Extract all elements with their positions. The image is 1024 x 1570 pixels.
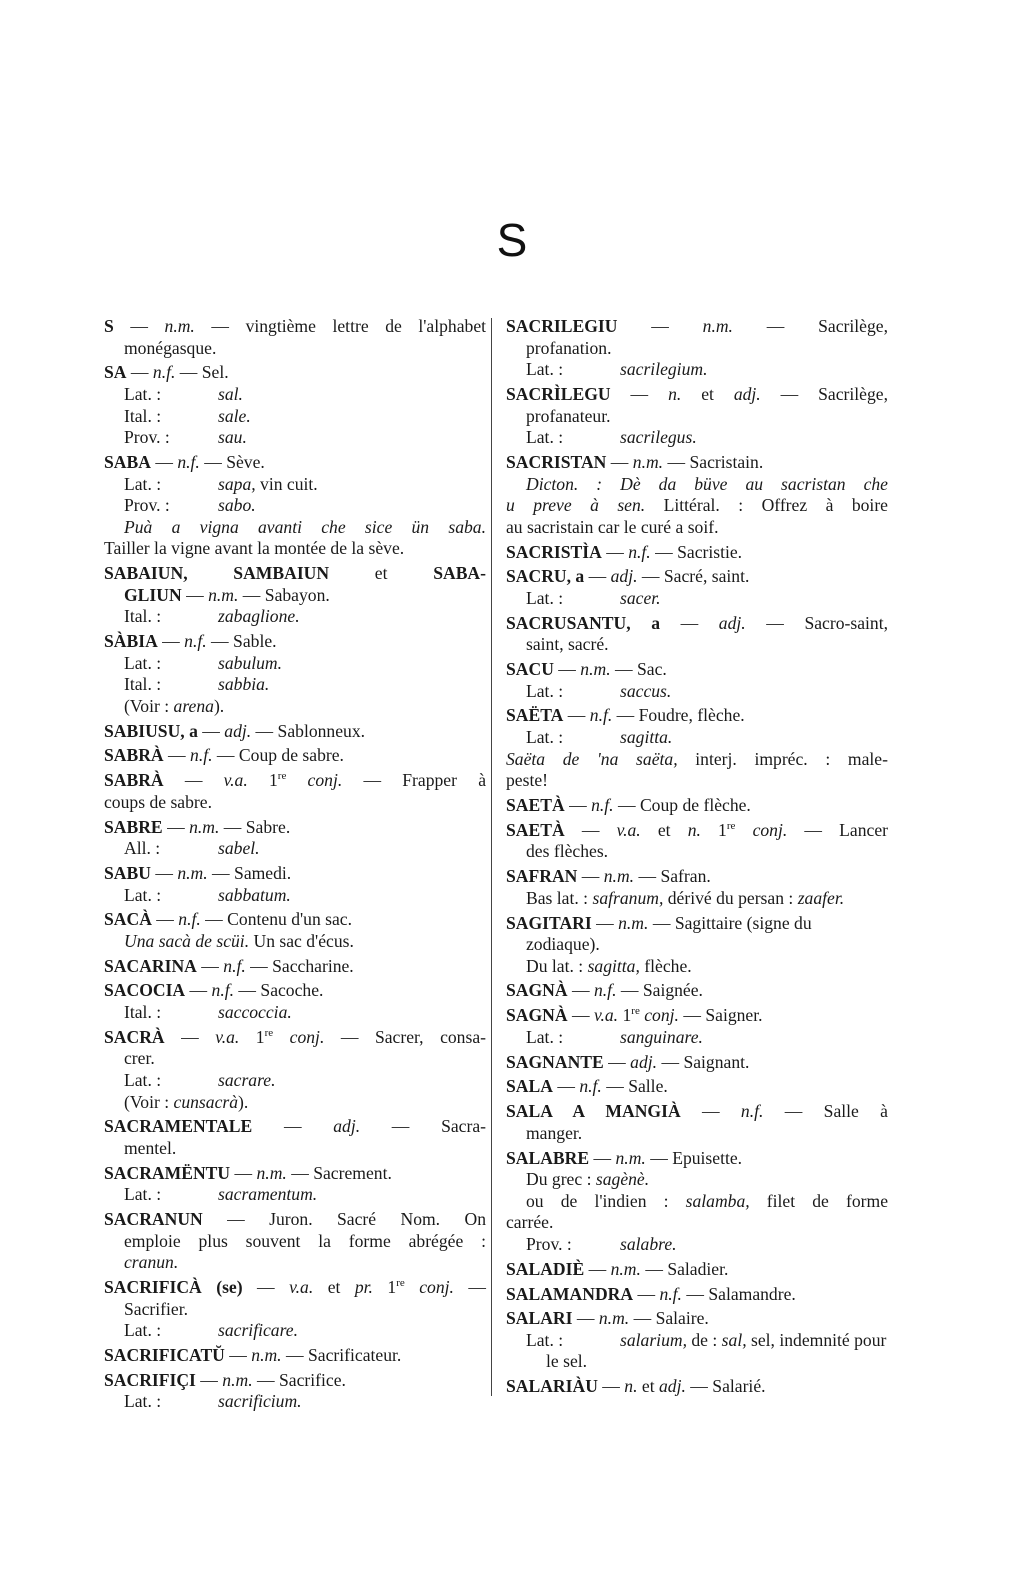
entry-line: SABAIUN, SAMBAIUN et SABA- [104,563,486,584]
headword: SA [104,362,127,383]
entry-line: SALAMANDRA — n.f. — Salamandre. [506,1283,796,1304]
dictionary-entry [506,1005,888,1048]
headword: GLIUN [124,584,182,605]
entry-line: SAGNANTE — adj. — Saignant. [506,1051,750,1072]
entry-line: SACÀ — n.f. — Contenu d'un sac. [104,909,353,930]
entry-line: SAGITARI — n.m. — Sagittaire (signe du zodiaque). [506,912,812,955]
entry-line: SAGNÀ — v.a. 1re conj. — Saigner. [506,1005,763,1026]
headword: SABRE [104,816,163,837]
headword: SALA A MANGIÀ [506,1101,681,1122]
headword: SACARINA [104,955,197,976]
headword: SAGITARI [506,912,592,933]
entry-line: SA — n.f. — Sel. [104,362,229,383]
entry-line: profanateur. [526,405,611,426]
entry-line: u preve à sen. Littéral. : Offrez à boire [506,495,888,516]
entry-line: Lat. : sacrare. [124,1070,276,1091]
dictionary-entry [506,1259,888,1281]
headword: SACÀ [104,909,152,930]
entry-line: SACRU, a — adj. — Sacré, saint. [506,566,750,587]
headword: SACOCIA [104,980,186,1001]
entry-line: SACRIFICÀ (se) — v.a. et pr. 1re conj. — [104,1277,486,1298]
headword: SACRAMËNTU [104,1162,231,1183]
entry-line: SALARIÀU — n. et adj. — Salarié. [506,1376,766,1397]
entry-line: Lat. : salarium, de : sal, sel, indemnité pour le sel. [526,1329,887,1372]
entry-line: Lat. : sacrificare. [124,1320,298,1341]
entry-line: Prov. : sabo. [124,495,256,516]
dictionary-entry [104,1345,486,1367]
entry-line: Ital. : sabbia. [124,674,270,695]
entry-line: SACRAMENTALE — adj. — Sacra- [104,1116,486,1137]
entry-line: SALADIÈ — n.m. — Saladier. [506,1258,729,1279]
entry-line: peste! [506,770,549,791]
headword: SABIUSU, a [104,720,198,741]
dictionary-entry [104,362,486,448]
headword: SACRÌLEGU [506,383,611,404]
entry-line: emploie plus souvent la forme abrégée : [124,1230,486,1251]
headword: SALA [506,1076,553,1097]
entry-line: SAFRAN — n.m. — Safran. [506,866,711,887]
dictionary-entry [104,745,486,767]
dictionary-entry [104,956,486,978]
entry-line: Prov. : sau. [124,427,247,448]
entry-line: SACRANUN — Juron. Sacré Nom. On [104,1209,486,1230]
dictionary-entry [506,613,888,656]
entry-line: SABIUSU, a — adj. — Sablonneux. [104,720,366,741]
dictionary-entry [506,1052,888,1074]
headword: SACRIFICÀ (se) [104,1277,243,1298]
entry-line: Lat. : sabulum. [124,652,283,673]
entry-line: Lat. : sapa, vin cuit. [124,473,318,494]
entry-line: Lat. : saccus. [526,680,672,701]
entry-line: SAGNÀ — n.f. — Saignée. [506,980,703,1001]
entry-line: coups de sabre. [104,791,212,812]
headword: SACRÀ [104,1026,165,1047]
entry-line: Lat. : sacrificium. [124,1391,302,1412]
entry-line: Puà a vigna avanti che sice ün saba. [124,516,486,537]
dictionary-entry [506,452,888,538]
entry-line: SABRÀ — n.f. — Coup de sabre. [104,745,344,766]
dictionary-entry [506,1076,888,1098]
right-column [506,316,888,1401]
dictionary-entry [506,705,888,791]
entry-line: Du grec : sagènè. [526,1169,650,1190]
page-letter-heading: S [496,214,528,266]
dictionary-entry [104,1209,486,1274]
entry-line: Ital. : sale. [124,405,251,426]
headword: SALARI [506,1308,573,1329]
entry-line: Ital. : saccoccia. [124,1002,292,1023]
column-divider [491,318,492,1396]
dictionary-entry [506,384,888,449]
headword: SACRUSANTU, a [506,612,661,633]
entry-line: SAËTA — n.f. — Foudre, flèche. [506,705,745,726]
left-column [104,316,486,1416]
entry-line: SACU — n.m. — Sac. [506,659,667,680]
headword: SABU [104,862,151,883]
entry-line: SABRE — n.m. — Sabre. [104,816,291,837]
entry-line: SAETÀ — v.a. et n. 1re conj. — Lancer [506,819,888,840]
entry-line: Una sacà de scüi. Un sac d'écus. [124,930,354,951]
entry-line: carrée. [506,1212,554,1233]
dictionary-entry [506,1376,888,1398]
headword: SALAMANDRA [506,1283,634,1304]
dictionary-entry [104,563,486,628]
headword: SACU [506,659,554,680]
entry-line: SÀBIA — n.f. — Sable. [104,631,277,652]
entry-line: monégasque. [124,337,217,358]
entry-line: SACRILEGIU — n.m. — Sacrilège, [506,316,888,336]
entry-line: SACARINA — n.f. — Saccharine. [104,955,354,976]
entry-line: Lat. : sacrilegium. [526,359,708,380]
entry-line: au sacristain car le curé a soif. [506,516,719,537]
headword: SACRIFIÇI [104,1369,196,1390]
dictionary-entry [104,770,486,813]
entry-line: SABRÀ — v.a. 1re conj. — Frapper à [104,770,486,791]
dictionary-entry [506,1148,888,1256]
entry-line: SALABRE — n.m. — Epuisette. [506,1147,743,1168]
headword: SACRILEGIU [506,316,618,336]
dictionary-entry [506,1101,888,1144]
headword: SABA [104,451,151,472]
headword: SAËTA [506,705,564,726]
entry-line: SABA — n.f. — Sève. [104,451,265,472]
entry-line: SACRISTÌA — n.f. — Sacristie. [506,541,743,562]
dictionary-entry [104,316,486,359]
headword: SABRÀ [104,770,164,791]
headword: SACRISTAN [506,451,607,472]
entry-line: Ital. : zabaglione. [124,606,300,627]
dictionary-entry [506,980,888,1002]
entry-line: Lat. : sagitta. [526,727,673,747]
entry-line: (Voir : arena). [124,695,225,716]
headword: SAETÀ [506,819,565,840]
headword: SALARIÀU [506,1376,598,1397]
headword: SACRAMENTALE [104,1116,253,1137]
headword: SACRISTÌA [506,541,602,562]
headword: SÀBIA [104,631,158,652]
entry-line: Lat. : sacer. [526,587,661,608]
headword: SACRANUN [104,1209,203,1230]
entry-line: Tailler la vigne avant la montée de la sève. [104,538,405,559]
entry-line: SACRAMËNTU — n.m. — Sacrement. [104,1162,392,1183]
headword: SAFRAN [506,866,578,887]
dictionary-entry [506,566,888,609]
entry-line: SALA A MANGIÀ — n.f. — Salle à [506,1101,888,1122]
dictionary-entry [506,659,888,702]
entry-line: cranun. [124,1252,179,1273]
entry-line: SACRUSANTU, a — adj. — Sacro-saint, [506,612,888,633]
entry-line: SACRÌLEGU — n. et adj. — Sacrilège, [506,383,888,404]
headword: SACRU, a [506,566,585,587]
entry-line: All. : sabel. [124,838,260,859]
headword: SAETÀ [506,794,565,815]
entry-line: SACRISTAN — n.m. — Sacristain. [506,451,764,472]
dictionary-entry [506,913,888,978]
dictionary-entry [104,1277,486,1342]
headword: SACRIFICATŬ [104,1345,225,1366]
entry-line: Dicton. : Dè da büve au sacristan che [526,473,888,494]
entry-line: Saëta de 'na saëta, interj. impréc. : male- [506,748,888,769]
dictionary-entry [506,795,888,817]
entry-line: saint, sacré. [526,634,609,655]
dictionary-entry [506,1284,888,1306]
entry-line: SACRIFIÇI — n.m. — Sacrifice. [104,1369,346,1390]
headword: S [104,316,114,336]
entry-line: SALA — n.f. — Salle. [506,1076,668,1097]
entry-line: S — n.m. — vingtième lettre de l'alphabet [104,316,487,336]
dictionary-entry [506,820,888,863]
dictionary-entry [104,1370,486,1413]
entry-line: Bas lat. : safranum, dérivé du persan : zaafer. [526,887,845,908]
headword: SAGNÀ [506,1005,568,1026]
dictionary-entry [104,1163,486,1206]
headword: SABRÀ [104,745,164,766]
dictionary-entry [104,909,486,952]
entry-line: Sacrifier. [124,1298,188,1319]
dictionary-entry [506,866,888,909]
entry-line: profanation. [526,337,612,358]
dictionary-entry [506,1308,888,1373]
dictionary-entry [506,542,888,564]
dictionary-entry [104,721,486,743]
entry-line: manger. [526,1122,583,1143]
headword: SAGNÀ [506,980,568,1001]
dictionary-entry [104,1116,486,1159]
entry-line: ou de l'indien : salamba, filet de forme [526,1190,888,1211]
dictionary-entry [104,980,486,1023]
dictionary-entry [104,1027,486,1113]
entry-line: (Voir : cunsacrà). [124,1091,249,1112]
entry-line: SACOCIA — n.f. — Sacoche. [104,980,324,1001]
entry-line: SALARI — n.m. — Salaire. [506,1308,709,1329]
entry-line: GLIUN — n.m. — Sabayon. [124,584,330,605]
entry-line: mentel. [124,1138,177,1158]
dictionary-entry [104,863,486,906]
entry-line: SAETÀ — n.f. — Coup de flèche. [506,794,751,815]
entry-line: des flèches. [526,841,609,862]
entry-line: Lat. : sabbatum. [124,884,291,905]
entry-line: Du lat. : sagitta, flèche. [526,955,692,976]
entry-line: Lat. : sacramentum. [124,1184,318,1205]
dictionary-entry [104,817,486,860]
headword: SALADIÈ [506,1258,585,1279]
entry-line: SABU — n.m. — Samedi. [104,862,292,883]
headword: SAGNANTE [506,1051,604,1072]
entry-line: Lat. : sacrilegus. [526,427,697,448]
entry-line: crer. [124,1048,155,1069]
headword: SABAIUN, SAMBAIUN [104,563,330,584]
headword: SABA- [433,563,486,584]
headword: SALABRE [506,1147,590,1168]
dictionary-entry [104,452,486,560]
dictionary-entry [104,631,486,717]
entry-line: Lat. : sanguinare. [526,1026,703,1047]
entry-line: Lat. : sal. [124,383,243,404]
entry-line: SACRÀ — v.a. 1re conj. — Sacrer, consa- [104,1026,486,1047]
entry-line: SACRIFICATŬ — n.m. — Sacrificateur. [104,1345,402,1366]
dictionary-entry [506,316,888,381]
entry-line: Prov. : salabre. [526,1233,677,1254]
